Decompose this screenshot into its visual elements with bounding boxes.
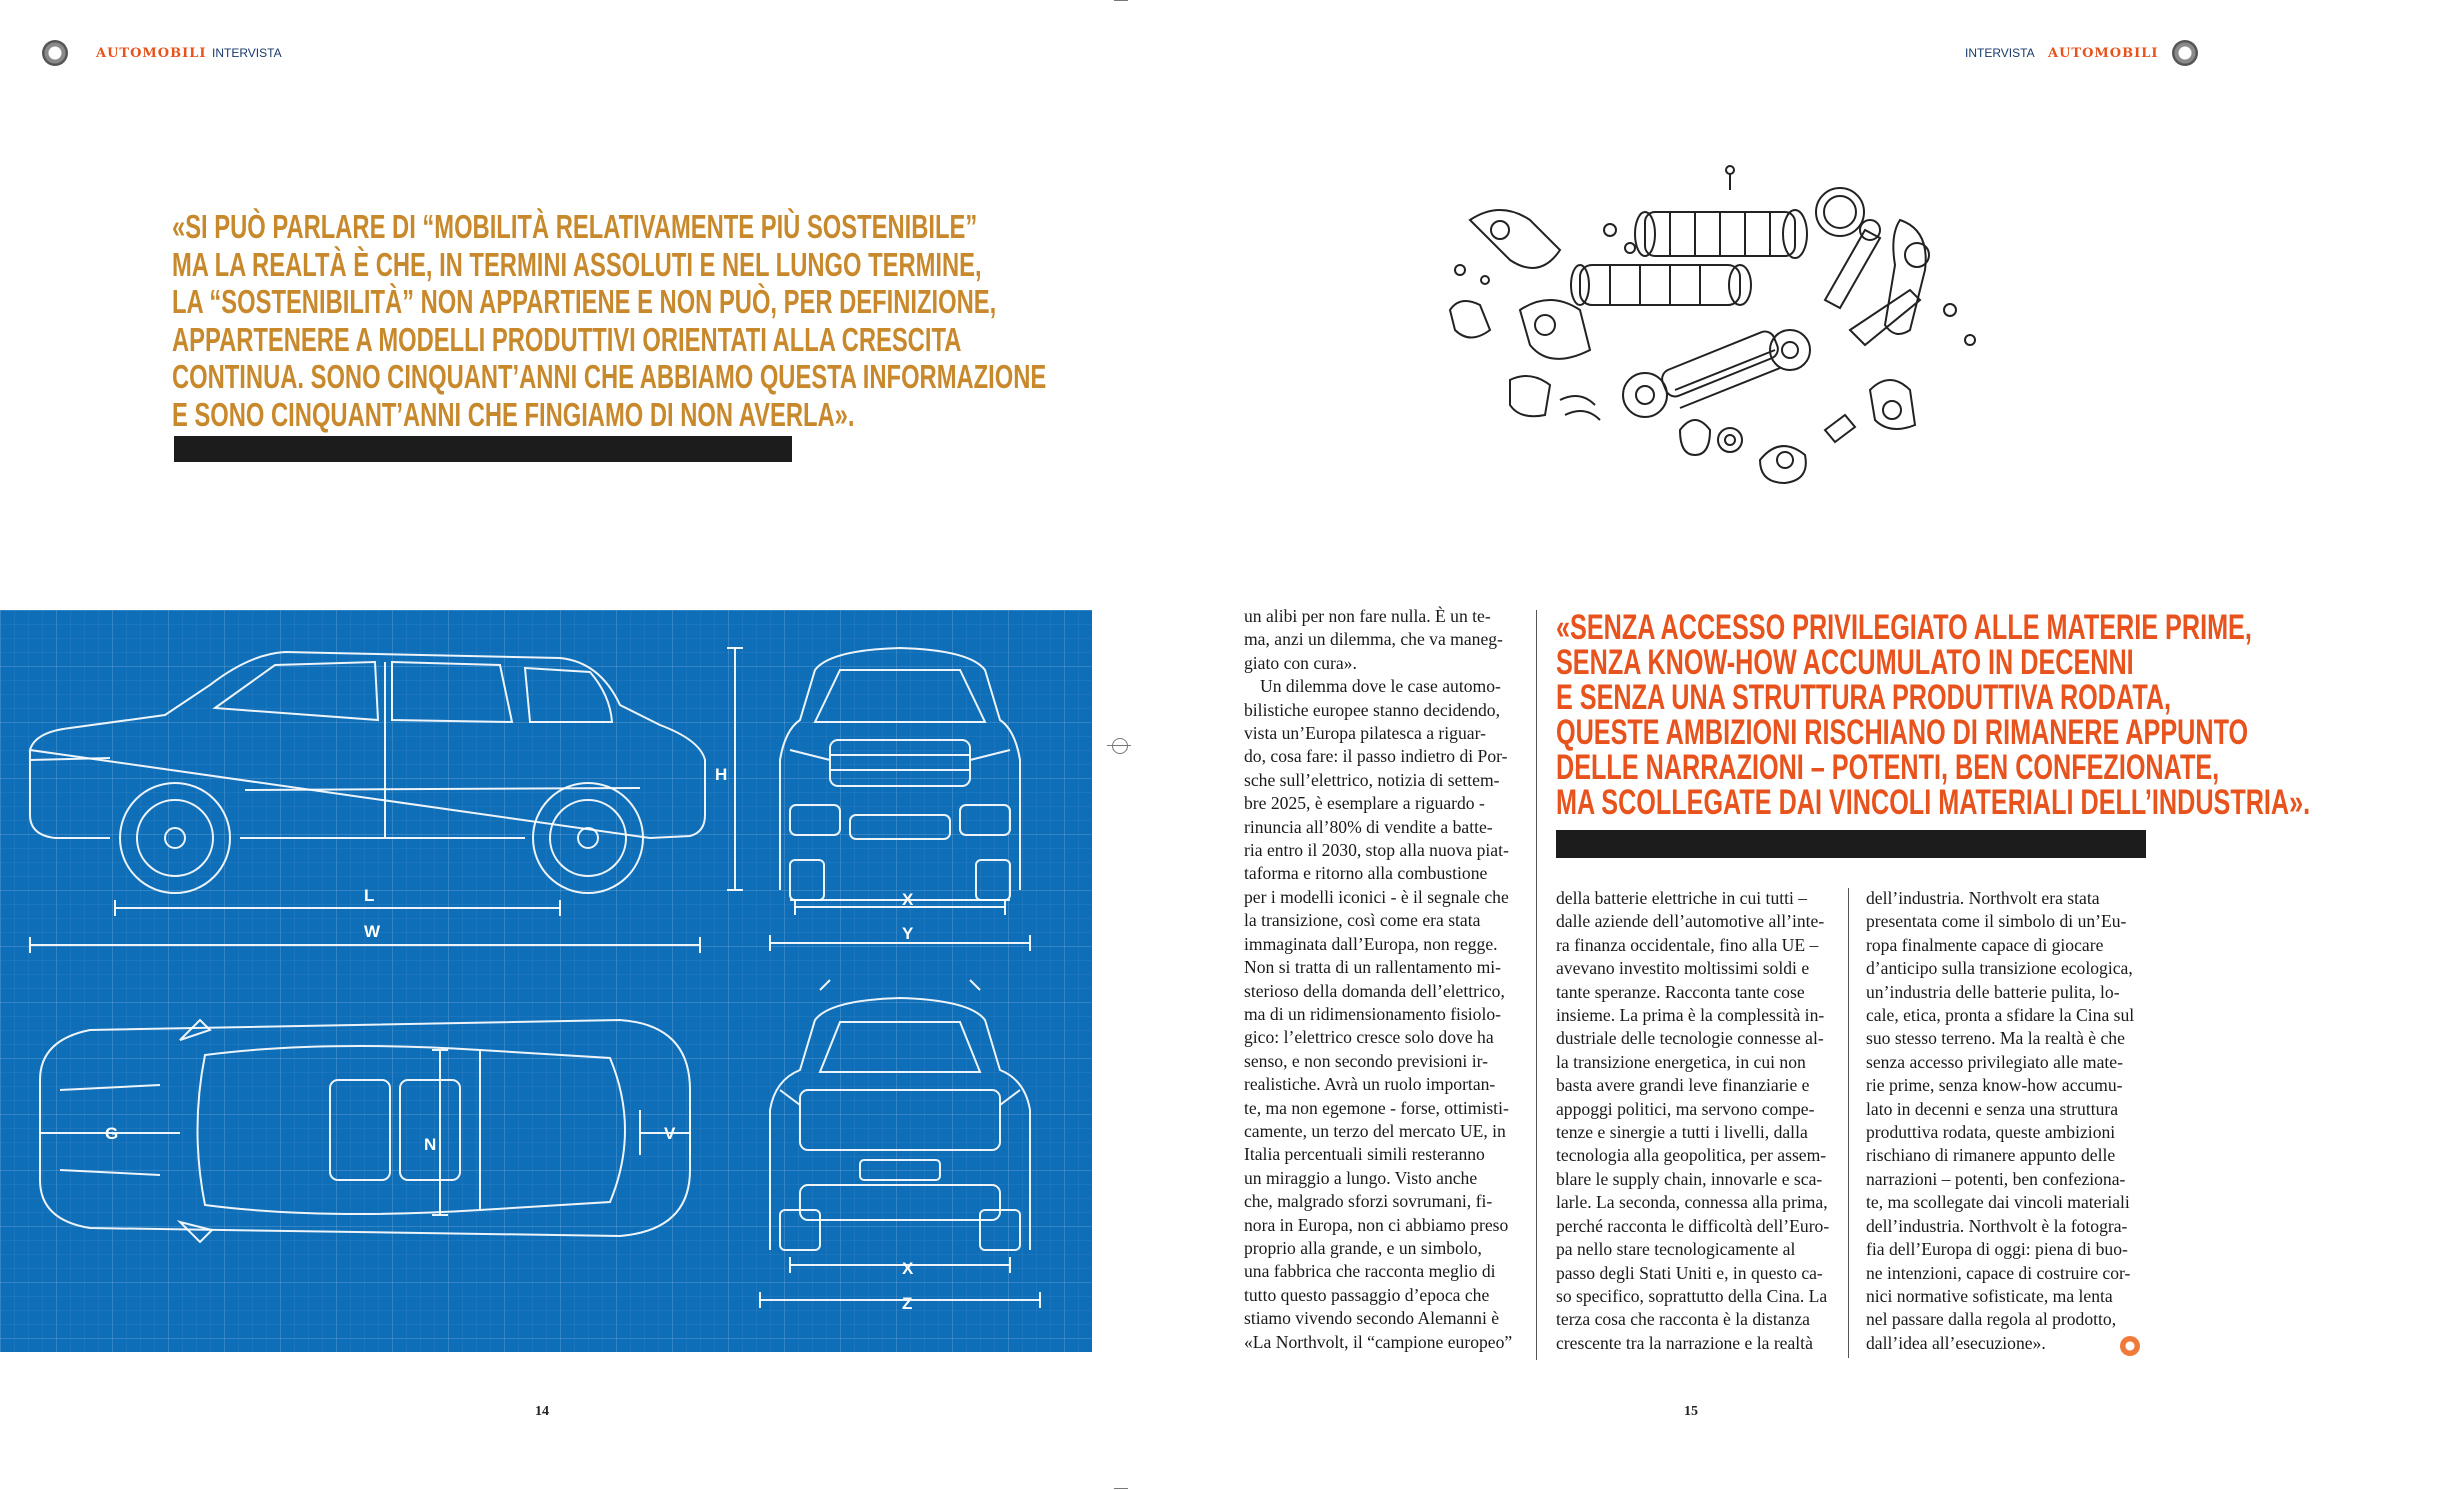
text-line: rinuncia all’80% di vendite a batte- — [1244, 816, 1493, 837]
text-line: Un dilemma dove le case automo- — [1260, 676, 1501, 697]
body-column-1 — [1244, 605, 1520, 1354]
blueprint-label-x-top: X — [902, 890, 914, 909]
text-line: un miraggio a lungo. Visto anche — [1244, 1167, 1478, 1188]
text-line: tenze e sinergie a tutti i livelli, dalla — [1556, 1122, 1808, 1143]
text-line: larle. La seconda, connessa alla prima, — [1556, 1192, 1828, 1213]
pull-quote-line: «SENZA ACCESSO PRIVILEGIATO ALLE MATERIE PRIME, — [1556, 608, 2252, 647]
text-line: giato con cura». — [1244, 652, 1357, 673]
page-number-left: 14 — [535, 1404, 549, 1419]
text-line: ma, anzi un dilemma, che va maneg- — [1244, 629, 1503, 650]
text-line: dell’industria. Northvolt era stata — [1866, 888, 2100, 908]
text-line: terza cosa che racconta è la distanza — [1556, 1309, 1810, 1330]
blueprint-label-w: W — [364, 922, 381, 941]
text-line: do, cosa fare: il passo indietro di Por- — [1244, 746, 1508, 767]
kicker-label-left: INTERVISTA — [212, 46, 282, 60]
engine-exploded-illustration — [1430, 160, 1990, 480]
text-line: della batterie elettriche in cui tutti – — [1556, 888, 1808, 908]
text-line: Italia percentuali simili resteranno — [1244, 1144, 1485, 1165]
pull-quote-line: «SI PUÒ PARLARE DI “MOBILITÀ RELATIVAMENTE PIÙ SOSTENIBILE” — [172, 208, 978, 245]
text-line: insieme. La prima è la complessità in- — [1556, 1005, 1825, 1026]
text-line: Non si tratta di un rallentamento mi- — [1244, 957, 1501, 978]
text-line: blare le supply chain, innovarle e sca- — [1556, 1168, 1823, 1189]
text-line: che, malgrado sforzi sovrumani, fi- — [1244, 1191, 1493, 1212]
text-line: bilistiche europee stanno decidendo, — [1244, 699, 1501, 720]
blueprint-label-v: V — [664, 1124, 676, 1143]
body-column-3 — [1866, 887, 2144, 1355]
end-mark-icon — [2120, 1336, 2140, 1356]
text-line: te, ma scollegate dai vincoli materiali — [1866, 1192, 2130, 1213]
pull-quote-1 — [172, 208, 1172, 433]
quote-underline-bar — [174, 436, 792, 462]
pull-quote-line: SENZA KNOW-HOW ACCUMULATO IN DECENNI — [1556, 643, 2134, 682]
text-line: suo stesso terreno. Ma la realtà è che — [1866, 1028, 2125, 1049]
blueprint-label-l: L — [364, 886, 375, 905]
blueprint-label-x-bottom: X — [902, 1259, 914, 1278]
text-line: stiamo vivendo secondo Alemanni è — [1244, 1308, 1500, 1329]
blueprint-drawings — [0, 610, 1092, 1352]
text-line: dall’idea all’esecuzione». — [1866, 1332, 2046, 1353]
text-line: tecnologia alla geopolitica, per assem- — [1556, 1145, 1827, 1166]
text-line: vista un’Europa pilatesca a riguar- — [1244, 723, 1486, 744]
pull-quote-line: CONTINUA. SONO CINQUANT’ANNI CHE ABBIAMO QUESTA INFORMAZIONE — [172, 358, 1047, 395]
text-line: tutto questo passaggio d’epoca che — [1244, 1284, 1490, 1305]
text-line: realistiche. Avrà un ruolo importan- — [1244, 1074, 1496, 1095]
text-line: sche sull’elettrico, notizia di settem- — [1244, 769, 1500, 790]
text-line: dalle aziende dell’automotive all’inte- — [1556, 911, 1825, 932]
text-line: presentata come il simbolo di un’Eu- — [1866, 911, 2127, 932]
blueprint-label-g: G — [105, 1124, 119, 1143]
text-line: avevano investito moltissimi soldi e — [1556, 958, 1810, 979]
text-line: «La Northvolt, il “campione europeo” — [1244, 1331, 1513, 1352]
pull-quote-2 — [1556, 610, 2456, 820]
text-line: produttiva rodata, queste ambizioni — [1866, 1122, 2116, 1143]
text-line: la transizione energetica, in cui non — [1556, 1051, 1806, 1072]
pull-quote-line: E SONO CINQUANT’ANNI CHE FINGIAMO DI NON AVERLA». — [172, 395, 855, 433]
text-line: basta avere grandi leve finanziarie e — [1556, 1075, 1810, 1096]
quote-underline-bar — [1556, 830, 2146, 858]
text-line: cale, etica, pronta a sfidare la Cina sul — [1866, 1005, 2135, 1026]
crop-mark-top — [1114, 0, 1128, 1]
text-line: pa nello stare tecnologicamente al — [1556, 1239, 1796, 1260]
text-line: camente, un terzo del mercato UE, in — [1244, 1120, 1506, 1141]
pull-quote-line: APPARTENERE A MODELLI PRODUTTIVI ORIENTATI ALLA CRESCITA — [172, 320, 962, 358]
registration-mark-icon — [1112, 738, 1128, 754]
magazine-logo-icon — [42, 40, 68, 66]
text-line: senza accesso privilegiato alle mate- — [1866, 1051, 2123, 1072]
text-line: ropa finalmente capace di giocare — [1866, 934, 2104, 955]
pull-quote-line: LA “SOSTENIBILITÀ” NON APPARTIENE E NON PUÒ, PER DEFINIZIONE, — [172, 283, 997, 320]
text-line: appoggi politici, ma servono compe- — [1556, 1098, 1815, 1119]
blueprint-label-h: H — [715, 765, 728, 784]
blueprint-label-y: Y — [902, 924, 914, 943]
text-line: tante speranze. Racconta tante cose — [1556, 981, 1805, 1002]
section-label-right: AUTOMOBILI — [2048, 46, 2159, 61]
text-line: taforma e ritorno alla combustione — [1244, 863, 1488, 884]
text-line: so specifico, soprattutto della Cina. La — [1556, 1285, 1828, 1306]
text-line: la transizione, così come era stata — [1244, 910, 1481, 931]
kicker-label-right: INTERVISTA — [1965, 46, 2035, 60]
text-line: narrazioni – potenti, ben confeziona- — [1866, 1168, 2126, 1189]
column-divider — [1848, 888, 1849, 1358]
pull-quote-line: DELLE NARRAZIONI – POTENTI, BEN CONFEZIONATE, — [1556, 748, 2220, 787]
pull-quote-line: MA SCOLLEGATE DAI VINCOLI MATERIALI DELL’INDUSTRIA». — [1556, 783, 2311, 822]
text-line: ma di un ridimensionamento fisiolo- — [1244, 1003, 1502, 1024]
text-line: bre 2025, è esemplare a riguardo - — [1244, 793, 1485, 814]
body-column-2 — [1556, 887, 1832, 1355]
text-line: dustriale delle tecnologie connesse al- — [1556, 1028, 1824, 1049]
text-line: nel passare dalla regola al prodotto, — [1866, 1309, 2117, 1330]
text-line: d’anticipo sulla transizione ecologica, — [1866, 958, 2133, 979]
text-line: crescente tra la narrazione e la realtà — [1556, 1332, 1813, 1353]
text-line: una fabbrica che racconta meglio di — [1244, 1261, 1496, 1282]
vehicle-blueprint — [0, 610, 1092, 1352]
text-line: un alibi per non fare nulla. È un te- — [1244, 606, 1491, 626]
text-line: nici normative sofisticate, ma lenta — [1866, 1285, 2113, 1306]
text-line: ria entro il 2030, stop alla nuova piat- — [1244, 840, 1509, 861]
text-line: gico: l’elettrico cresce solo dove ha — [1244, 1027, 1494, 1048]
pull-quote-line: QUESTE AMBIZIONI RISCHIANO DI RIMANERE APPUNTO — [1556, 713, 2249, 752]
text-line: sterioso della domanda dell’elettrico, — [1244, 980, 1505, 1001]
text-line: passo degli Stati Uniti e, in questo ca- — [1556, 1262, 1823, 1283]
text-line: per i modelli iconici - è il segnale che — [1244, 886, 1509, 907]
text-line: senso, e non secondo previsioni ir- — [1244, 1050, 1488, 1071]
pull-quote-line: E SENZA UNA STRUTTURA PRODUTTIVA RODATA, — [1556, 678, 2172, 717]
text-line: ne intenzioni, capace di costruire cor- — [1866, 1262, 2131, 1283]
text-line: te, ma non egemone - forse, ottimisti- — [1244, 1097, 1509, 1118]
section-label-left: AUTOMOBILI — [96, 46, 207, 61]
text-line: dell’industria. Northvolt è la fotogra- — [1866, 1215, 2128, 1236]
column-divider — [1536, 610, 1537, 1360]
text-line: nora in Europa, non ci abbiamo preso — [1244, 1214, 1509, 1235]
text-line: rischiano di rimanere appunto delle — [1866, 1145, 2116, 1166]
text-line: rie prime, senza know-how accumu- — [1866, 1075, 2123, 1096]
text-line: lato in decenni e senza una struttura — [1866, 1098, 2119, 1119]
crop-mark-bottom — [1114, 1488, 1128, 1489]
text-line: ra finanza occidentale, fino alla UE – — [1556, 934, 1819, 955]
text-line: proprio alla grande, e un simbolo, — [1244, 1237, 1482, 1258]
blueprint-label-z: Z — [902, 1294, 913, 1313]
magazine-logo-icon — [2172, 40, 2198, 66]
registration-mark-line — [1107, 745, 1131, 746]
text-line: un’industria delle batterie pulita, lo- — [1866, 981, 2120, 1002]
pull-quote-line: MA LA REALTÀ È CHE, IN TERMINI ASSOLUTI E NEL LUNGO TERMINE, — [172, 245, 982, 283]
page-number-right: 15 — [1684, 1404, 1698, 1419]
blueprint-label-n: N — [424, 1135, 437, 1154]
text-line: fia dell’Europa di oggi: piena di buo- — [1866, 1239, 2128, 1260]
text-line: immaginata dall’Europa, non regge. — [1244, 933, 1498, 954]
text-line: perché racconta le difficoltà dell’Euro- — [1556, 1215, 1830, 1236]
